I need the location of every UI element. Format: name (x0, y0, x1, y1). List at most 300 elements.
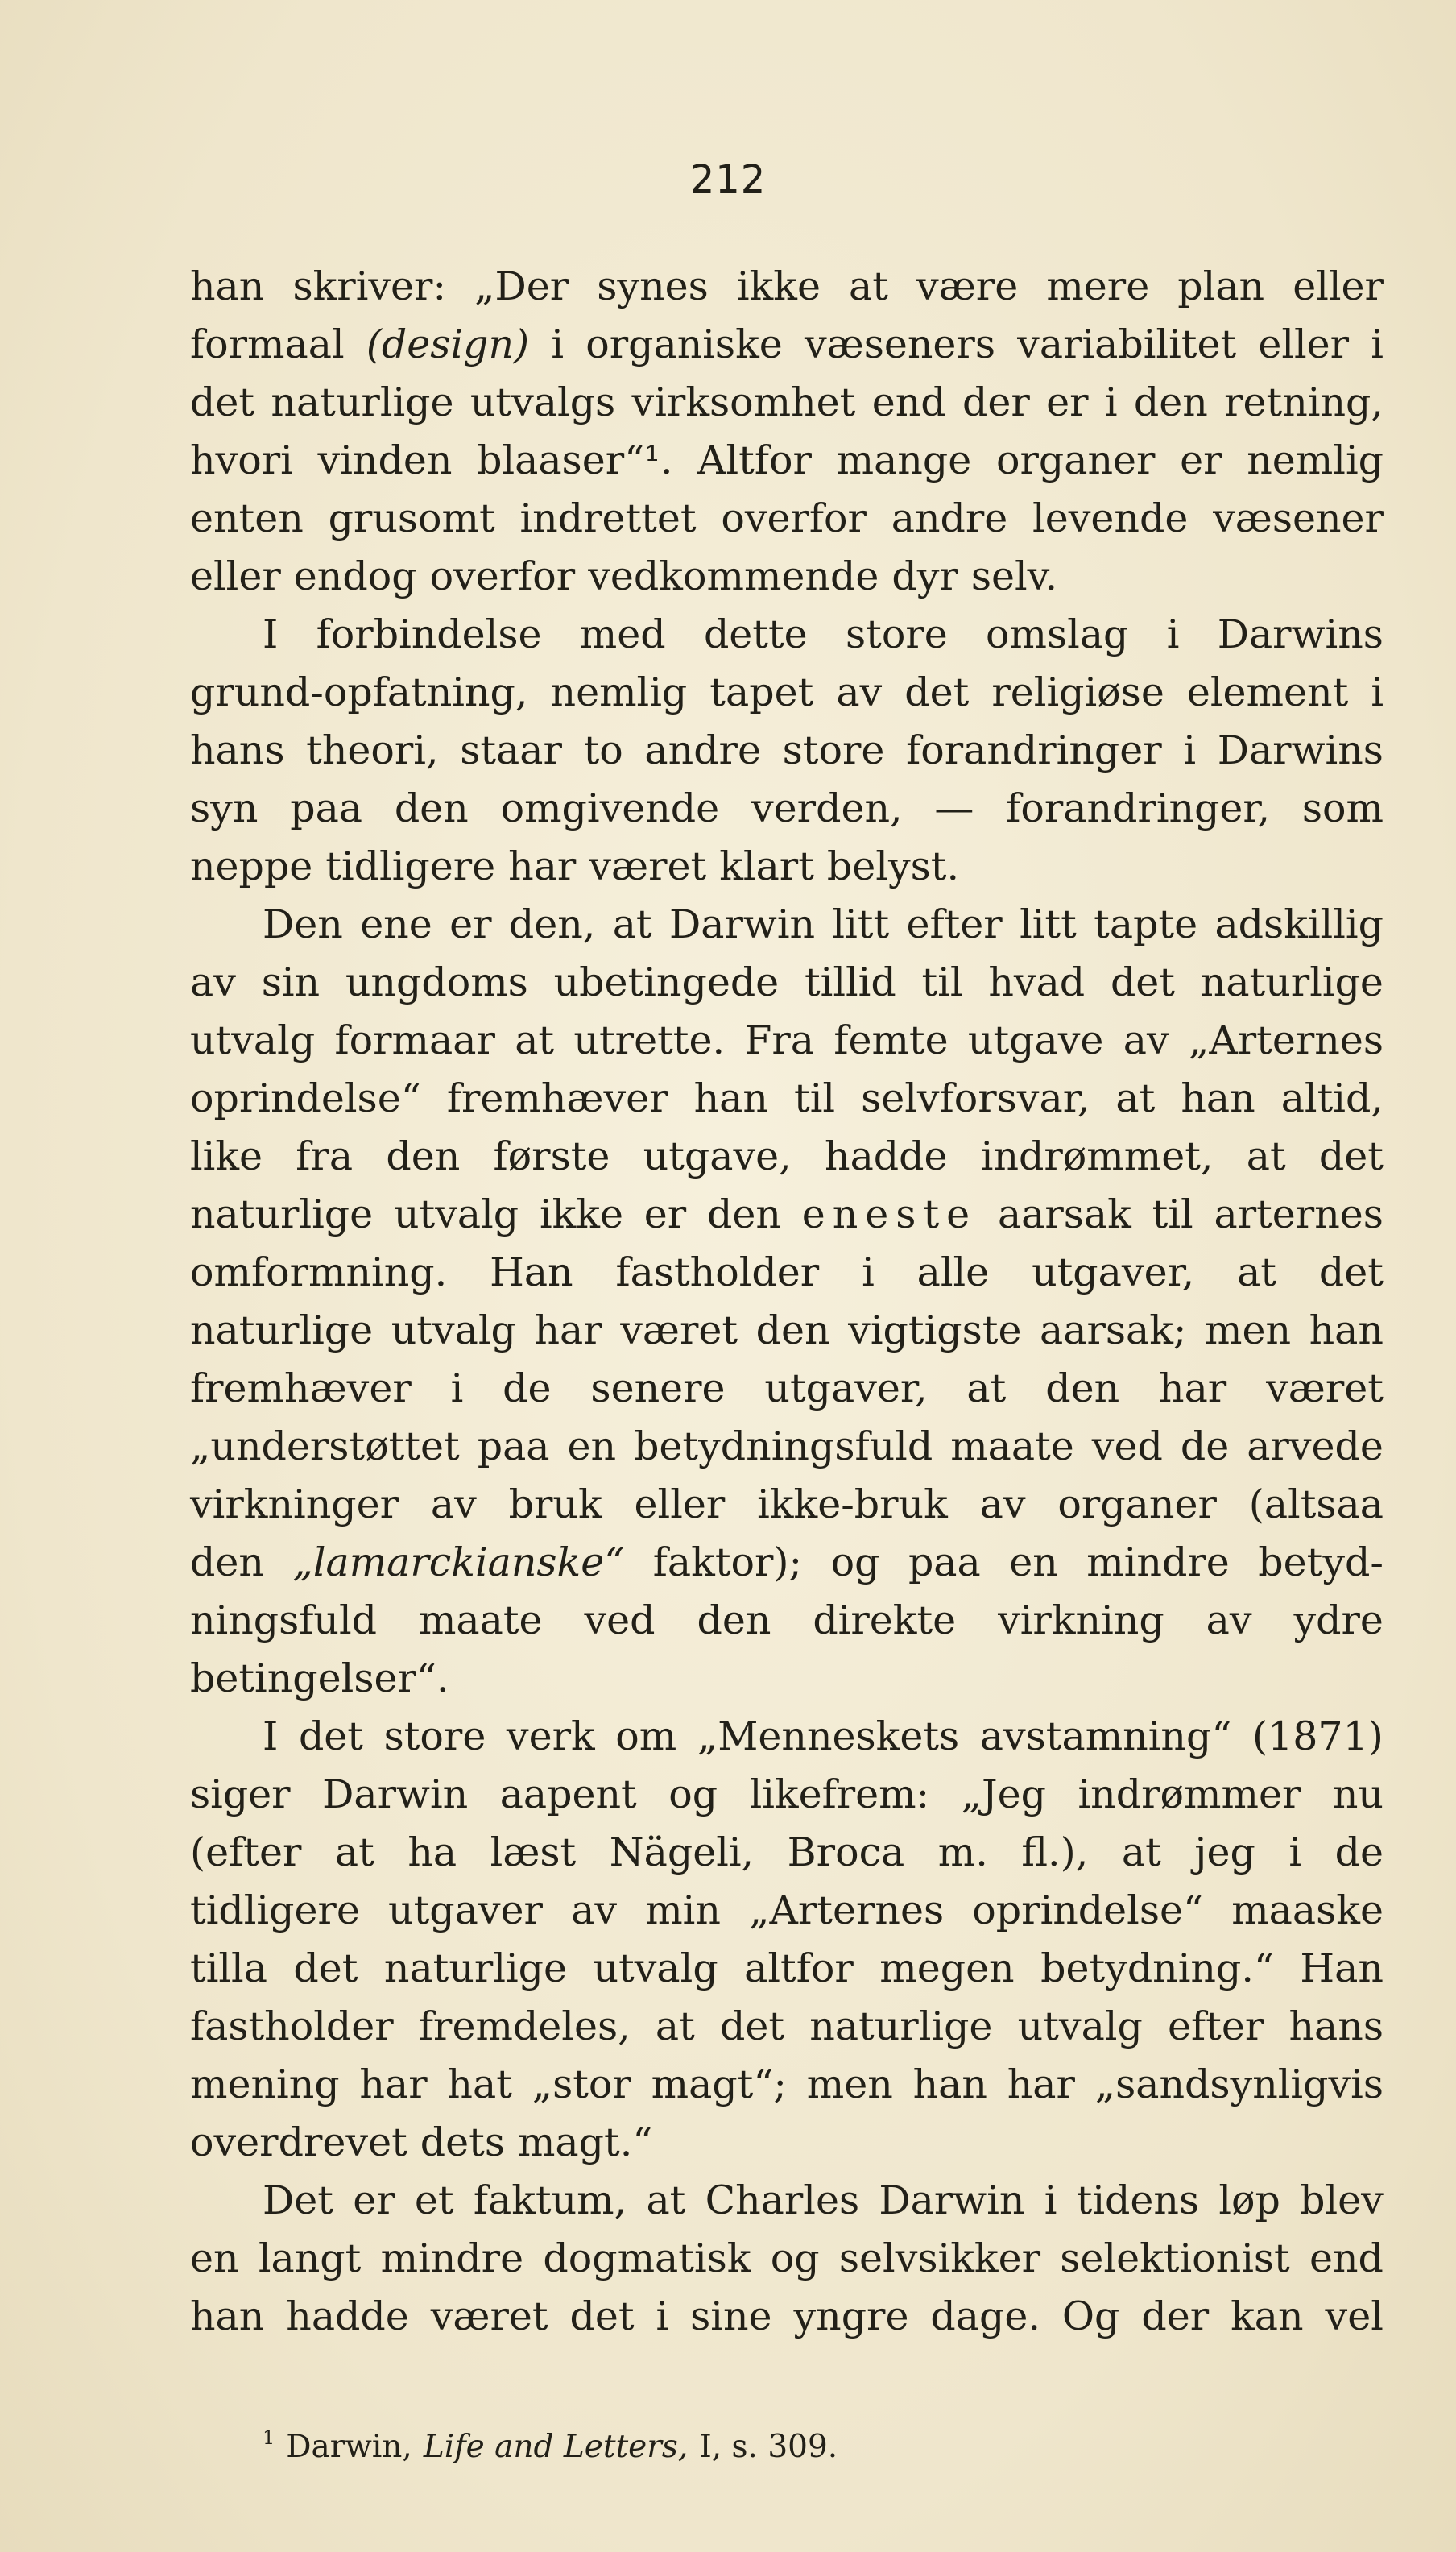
word: i (1044, 2177, 1057, 2223)
word: virkning (998, 1597, 1164, 1643)
footnote (263, 2426, 838, 2465)
word: vinden (317, 437, 453, 483)
word: er (449, 901, 492, 947)
word: den (1045, 1365, 1120, 1411)
word: eller (1293, 263, 1384, 309)
word: organiske (585, 321, 783, 367)
word: aapent (499, 1771, 637, 1817)
word: store (782, 727, 885, 773)
word: belyst. (826, 843, 960, 889)
word: det (298, 1713, 363, 1759)
word: været (589, 843, 707, 889)
word: organer (995, 437, 1156, 483)
word: paa (908, 1539, 981, 1585)
word: i (656, 2293, 669, 2339)
word: og (770, 2235, 820, 2281)
word: der (1141, 2293, 1210, 2339)
word: plan (1177, 263, 1265, 309)
text-line (190, 780, 1384, 838)
word: verden, (751, 785, 903, 831)
word: utgaver, (1032, 1249, 1195, 1295)
word: dette (703, 611, 808, 657)
word: bruk (508, 1481, 602, 1527)
word: være (916, 263, 1019, 309)
word: at (655, 2003, 695, 2049)
word: indrettet (519, 495, 697, 541)
word: mere (1046, 263, 1150, 309)
word: „Jeg (961, 1771, 1047, 1817)
word: han (1309, 1307, 1384, 1353)
word: I (263, 1713, 279, 1759)
word: ha (407, 1829, 457, 1875)
word: han (912, 2061, 987, 2107)
word: syn (190, 785, 259, 831)
word: det (569, 2293, 635, 2339)
word: to (583, 727, 623, 773)
text-line (190, 1128, 1384, 1186)
word: av (190, 959, 236, 1005)
word: betydningsfuld (634, 1423, 933, 1469)
word: naturlige (383, 1945, 568, 1991)
word: — (934, 785, 974, 831)
word: ikke (736, 263, 821, 309)
word: har (508, 843, 577, 889)
word: ikke (539, 1191, 623, 1237)
word: Broca (787, 1829, 905, 1875)
word: av (836, 669, 883, 715)
word: fremhæver (190, 1365, 412, 1411)
text-line (190, 1302, 1384, 1360)
word: oprindelse“ (190, 1075, 421, 1121)
word: utgaver, (764, 1365, 928, 1411)
word: altfor (744, 1945, 854, 1991)
word: han (693, 1075, 768, 1121)
word: like (190, 1133, 263, 1179)
word: arvede (1247, 1423, 1384, 1469)
word: hvad (988, 959, 1086, 1005)
word: synes (597, 263, 709, 309)
word: i (1166, 611, 1180, 657)
word: har (1159, 1365, 1227, 1411)
text-line (190, 1592, 1384, 1650)
word: formaal (190, 321, 345, 367)
footnote-author: Darwin, (286, 2429, 412, 2465)
word: omformning. (190, 1249, 448, 1295)
word: vel (1325, 2293, 1384, 2339)
word: altid, (1280, 1075, 1384, 1121)
word: grund-opfatning, (190, 669, 528, 715)
word: Det (263, 2177, 333, 2223)
text-line (190, 1360, 1384, 1418)
word: overfor (721, 495, 867, 541)
word: dets (420, 2119, 505, 2165)
text-line (190, 2056, 1384, 2114)
word: dogmatisk (543, 2235, 751, 2281)
word: organer (1057, 1481, 1217, 1527)
word: nemlig (1247, 437, 1384, 483)
word: til (921, 959, 963, 1005)
word: overdrevet (190, 2119, 407, 2165)
text-line (190, 1070, 1384, 1128)
word: Fra (744, 1017, 814, 1063)
text-line (190, 258, 1384, 316)
word: hadde (286, 2293, 409, 2339)
word: ene (360, 901, 432, 947)
word: selektionist (1060, 2235, 1290, 2281)
word: omslag (986, 611, 1129, 657)
word: indrømmer (1078, 1771, 1301, 1817)
text-line (190, 490, 1384, 548)
word: i (1183, 727, 1197, 773)
word: at (1115, 1075, 1156, 1121)
word: at (334, 1829, 374, 1875)
word: til (794, 1075, 836, 1121)
word: store (383, 1713, 486, 1759)
word: magt“; (651, 2061, 787, 2107)
word: de (1180, 1423, 1230, 1469)
word: hvori (190, 437, 293, 483)
word: paa (477, 1423, 550, 1469)
word: omgivende (500, 785, 720, 831)
word: utvalgs (469, 379, 616, 425)
word: av (1206, 1597, 1252, 1643)
word: ved (584, 1597, 656, 1643)
word: har (1007, 2061, 1075, 2107)
word: den (1133, 379, 1208, 425)
word: litt (1020, 901, 1077, 947)
word: og (668, 1771, 718, 1817)
word: som (1301, 785, 1384, 831)
word: ydre (1293, 1597, 1384, 1643)
word: utgave, (643, 1133, 792, 1179)
word: den (697, 1597, 771, 1643)
word: har (534, 1307, 602, 1353)
word: langt (258, 2235, 362, 2281)
word: Charles (705, 2177, 860, 2223)
word: betydning.“ (1040, 1945, 1274, 1991)
word: men (806, 2061, 893, 2107)
word: ningsfuld (190, 1597, 378, 1643)
word: tapte (1094, 901, 1198, 947)
word: variabilitet (1017, 321, 1237, 367)
word: oprindelse“ (972, 1887, 1204, 1933)
word: den (386, 1133, 461, 1179)
word: den (755, 1307, 830, 1353)
word: Altfor (697, 437, 812, 483)
word: og (830, 1539, 880, 1585)
word: maate (950, 1423, 1074, 1469)
word: en (190, 2235, 239, 2281)
word: faktor); (652, 1539, 803, 1585)
word: Darwins (1217, 727, 1384, 773)
word: vedkommende (588, 553, 879, 599)
word: grusomt (328, 495, 495, 541)
word: tidligere (325, 843, 496, 889)
word: fastholder (190, 2003, 394, 2049)
word: at (1237, 1249, 1276, 1295)
word: yngre (793, 2293, 909, 2339)
word: eller (190, 553, 281, 599)
word: utvalg (593, 1945, 718, 1991)
word: levende (1032, 495, 1189, 541)
word: i (1371, 669, 1384, 715)
word: siger (190, 1771, 291, 1817)
word: er (353, 2177, 395, 2223)
word: (efter (190, 1829, 302, 1875)
word: til (1152, 1191, 1193, 1237)
word: selvforsvar, (861, 1075, 1090, 1121)
word: vigtigste (848, 1307, 1022, 1353)
word: i (862, 1249, 875, 1295)
text-line (190, 2230, 1384, 2288)
word: eneste (801, 1191, 978, 1237)
text-line (190, 2288, 1384, 2346)
text-line (190, 316, 1384, 374)
word: arternes (1214, 1191, 1384, 1237)
word: det (1110, 959, 1175, 1005)
word: der (962, 379, 1030, 425)
word: dage. (930, 2293, 1040, 2339)
word: av (1123, 1017, 1169, 1063)
word: at (612, 901, 652, 947)
word: utvalg (393, 1191, 519, 1237)
word: sin (261, 959, 321, 1005)
word: mindre (380, 2235, 524, 2281)
word: staar (460, 727, 562, 773)
word: løp (1218, 2177, 1280, 2223)
word: om (615, 1713, 677, 1759)
word: at (515, 1017, 555, 1063)
word: Darwin (322, 1771, 469, 1817)
word: „Menneskets (697, 1713, 960, 1759)
word: „lamarckianske“ (292, 1539, 625, 1585)
word: den (190, 1539, 264, 1585)
word: i (450, 1365, 464, 1411)
footnote-title: Life and Letters, (423, 2429, 689, 2465)
word: av (430, 1481, 477, 1527)
word: klart (719, 843, 814, 889)
word: eller (1258, 321, 1350, 367)
word: hans (1288, 2003, 1384, 2049)
word: ubetingede (553, 959, 780, 1005)
page-number: 212 (689, 157, 767, 202)
word: at (966, 1365, 1007, 1411)
word: er (643, 1191, 687, 1237)
word: (altsaa (1248, 1481, 1384, 1527)
word: selvsikker (838, 2235, 1041, 2281)
word: er (1046, 379, 1089, 425)
text-line (190, 1650, 1384, 1708)
text-line (190, 606, 1384, 664)
word: været (1266, 1365, 1384, 1411)
word: mange (836, 437, 972, 483)
text-line (190, 1766, 1384, 1824)
word: endog (293, 553, 417, 599)
word: adskillig (1214, 901, 1384, 947)
word: det (1318, 1133, 1384, 1179)
word: „stor (532, 2061, 631, 2107)
word: (design) (366, 321, 530, 367)
word: tapet (709, 669, 814, 715)
text-line (190, 1012, 1384, 1070)
word: den (707, 1191, 781, 1237)
word: hat (447, 2061, 512, 2107)
word: nu (1332, 1771, 1384, 1817)
word: været (430, 2293, 548, 2339)
word: forandringer, (1006, 785, 1271, 831)
word: en (1009, 1539, 1058, 1585)
word: mindre (1086, 1539, 1230, 1585)
word: har (359, 2061, 428, 2107)
word: „sandsynligvis (1094, 2061, 1384, 2107)
word: i (1104, 379, 1118, 425)
word: av (571, 1887, 618, 1933)
word: andre (644, 727, 761, 773)
word: overfor (429, 553, 576, 599)
word: faktum, (473, 2177, 627, 2223)
word: religiøse (991, 669, 1164, 715)
word: efter (1168, 2003, 1264, 2049)
word: av (979, 1481, 1026, 1527)
word: mening (190, 2061, 340, 2107)
word: indrømmet, (980, 1133, 1214, 1179)
word: sine (690, 2293, 772, 2339)
text-line (190, 2114, 1384, 2172)
word: jeg (1194, 1829, 1255, 1875)
word: et (414, 2177, 454, 2223)
word: det (190, 379, 255, 425)
word: forandringer (906, 727, 1162, 773)
text-line (190, 1940, 1384, 1998)
word: den, (508, 901, 596, 947)
text-line (190, 2172, 1384, 2230)
text-line (190, 838, 1384, 896)
word: det (1318, 1249, 1384, 1295)
word: utgaver (388, 1887, 543, 1933)
word: senere (590, 1365, 726, 1411)
text-line (190, 664, 1384, 722)
word: (1871) (1251, 1713, 1384, 1759)
word: at (1246, 1133, 1286, 1179)
word: Darwins (1217, 611, 1384, 657)
word: nemlig (550, 669, 688, 715)
word: Darwin (668, 901, 816, 947)
word: væseners (804, 321, 995, 367)
word: at (1121, 1829, 1161, 1875)
word: tidens (1076, 2177, 1200, 2223)
word: eller (634, 1481, 726, 1527)
word: ungdoms (345, 959, 528, 1005)
word: naturlige (809, 2003, 993, 2049)
word: magt.“ (517, 2119, 653, 2165)
word: ved (1091, 1423, 1163, 1469)
word: Nägeli, (609, 1829, 755, 1875)
word: fremdeles, (418, 2003, 631, 2049)
word: „Arternes (1188, 1017, 1384, 1063)
text-line (190, 1708, 1384, 1766)
word: Han (1300, 1945, 1384, 1991)
word: de (1334, 1829, 1384, 1875)
text-line (190, 954, 1384, 1012)
word: tidligere (190, 1887, 360, 1933)
word: han (1181, 1075, 1255, 1121)
text-line (190, 722, 1384, 780)
word: kan (1231, 2293, 1304, 2339)
word: i (1371, 321, 1384, 367)
word: avstamning“ (979, 1713, 1232, 1759)
word: været (620, 1307, 738, 1353)
word: utvalg (1017, 2003, 1143, 2049)
word: neppe (190, 843, 313, 889)
word: dyr (891, 553, 958, 599)
word: verk (506, 1713, 595, 1759)
word: utgave (967, 1017, 1104, 1063)
word: paa (290, 785, 362, 831)
word: naturlige (271, 379, 454, 425)
word: Darwin (879, 2177, 1025, 2223)
word: første (493, 1133, 610, 1179)
text-line (190, 374, 1384, 432)
word: fl.), (1021, 1829, 1089, 1875)
word: den (394, 785, 469, 831)
word: naturlige (190, 1307, 374, 1353)
text-line (190, 1186, 1384, 1244)
word: hadde (825, 1133, 948, 1179)
word: alle (916, 1249, 990, 1295)
text-line (190, 1418, 1384, 1476)
word: retning, (1224, 379, 1384, 425)
text-line (190, 1998, 1384, 2056)
word: han (190, 263, 265, 309)
word: tilla (190, 1945, 267, 1991)
text-line (190, 432, 1384, 490)
word: m. (937, 1829, 988, 1875)
word: aarsak (997, 1191, 1131, 1237)
word: men (1205, 1307, 1292, 1353)
word: formaar (334, 1017, 495, 1063)
word: betingelser“. (190, 1655, 449, 1701)
word: fremhæver (446, 1075, 668, 1121)
word: at (849, 263, 888, 309)
text-line (190, 1824, 1384, 1882)
word: efter (906, 901, 1003, 947)
word: „Arternes (749, 1887, 945, 1933)
word: utvalg (190, 1017, 316, 1063)
word: han (190, 2293, 265, 2339)
word: i (551, 321, 565, 367)
word: theori, (306, 727, 439, 773)
word: naturlige (1200, 959, 1384, 1005)
word: aarsak; (1040, 1307, 1187, 1353)
word: „understøttet (190, 1423, 460, 1469)
word: er (1180, 437, 1222, 483)
word: væsener (1213, 495, 1384, 541)
word: naturlige (190, 1191, 374, 1237)
word: I (263, 611, 279, 657)
word: det (904, 669, 970, 715)
text-line (190, 548, 1384, 606)
word: maaske (1231, 1887, 1384, 1933)
word: det (293, 1945, 358, 1991)
word: femte (833, 1017, 949, 1063)
word: med (579, 611, 666, 657)
word: læst (490, 1829, 577, 1875)
word: megen (879, 1945, 1015, 1991)
word: forbindelse (316, 611, 542, 657)
word: Den (263, 901, 343, 947)
word: min (645, 1887, 721, 1933)
word: det (720, 2003, 785, 2049)
